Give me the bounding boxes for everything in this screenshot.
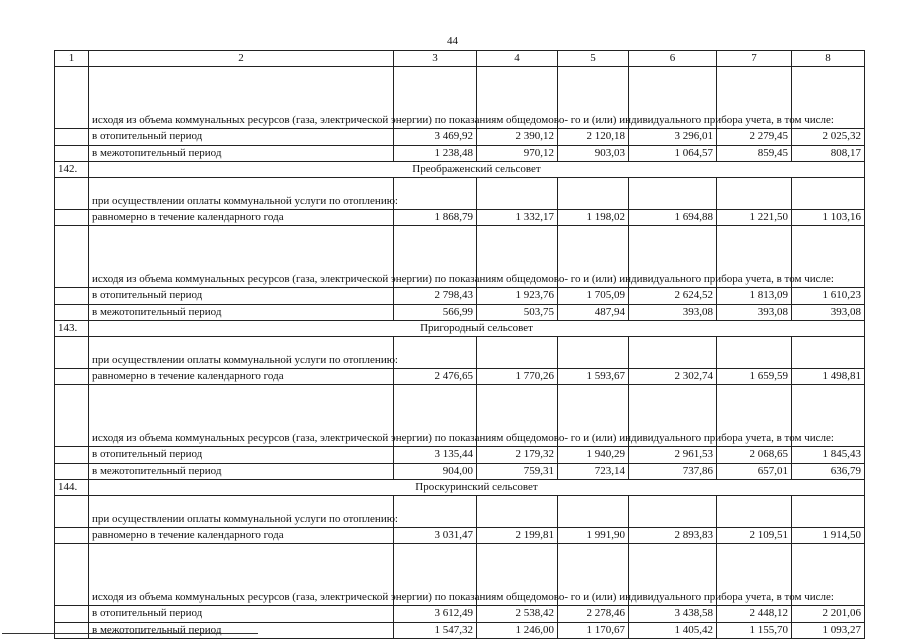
value-cell	[558, 178, 629, 210]
value-cell	[477, 337, 558, 369]
value-cell: 2 390,12	[477, 129, 558, 145]
row-index: 143.	[55, 321, 89, 337]
value-cell: 2 201,06	[792, 606, 865, 622]
value-cell: 904,00	[394, 463, 477, 479]
row-index	[55, 178, 89, 210]
value-cell: 1 991,90	[558, 527, 629, 543]
table-row	[55, 145, 865, 161]
value-cell	[629, 496, 717, 528]
value-cell: 903,03	[558, 145, 629, 161]
row-index	[55, 288, 89, 304]
row-description: исходя из объема коммунальных ресурсов (газа, электрической энергии) по показаниям общедомово- го и (или) индивидуального прибора учета, в том числе:	[89, 385, 394, 447]
value-cell: 1 694,88	[629, 209, 717, 225]
value-cell: 2 199,81	[477, 527, 558, 543]
value-cell	[629, 178, 717, 210]
value-cell: 1 705,09	[558, 288, 629, 304]
value-cell: 2 302,74	[629, 368, 717, 384]
value-cell: 2 476,65	[394, 368, 477, 384]
value-cell: 759,31	[477, 463, 558, 479]
table-row	[55, 606, 865, 622]
value-cell: 657,01	[717, 463, 792, 479]
value-cell: 566,99	[394, 304, 477, 320]
value-cell: 393,08	[717, 304, 792, 320]
value-cell: 1 923,76	[477, 288, 558, 304]
row-description: при осуществлении оплаты коммунальной услуги по отоплению:	[89, 337, 394, 369]
value-cell: 3 612,49	[394, 606, 477, 622]
row-index: 144.	[55, 480, 89, 496]
table-row	[55, 622, 865, 638]
table-row	[55, 368, 865, 384]
value-cell: 2 538,42	[477, 606, 558, 622]
page-number: 44	[447, 35, 458, 47]
value-cell	[477, 178, 558, 210]
row-description: в межотопительный период	[89, 304, 394, 320]
value-cell: 3 438,58	[629, 606, 717, 622]
header-cell: 7	[717, 51, 792, 67]
value-cell: 2 120,18	[558, 129, 629, 145]
value-cell: 1 610,23	[792, 288, 865, 304]
header-cell: 1	[55, 51, 89, 67]
row-index	[55, 606, 89, 622]
header-cell: 4	[477, 51, 558, 67]
value-cell: 1 155,70	[717, 622, 792, 638]
value-cell: 1 547,32	[394, 622, 477, 638]
value-cell: 2 179,32	[477, 447, 558, 463]
row-index	[55, 447, 89, 463]
value-cell: 1 103,16	[792, 209, 865, 225]
row-index	[55, 304, 89, 320]
section-row	[55, 162, 865, 178]
value-cell: 2 448,12	[717, 606, 792, 622]
row-index	[55, 67, 89, 129]
header-cell: 2	[89, 51, 394, 67]
value-cell	[394, 496, 477, 528]
value-cell: 723,14	[558, 463, 629, 479]
row-description: в отопительный период	[89, 606, 394, 622]
value-cell: 1 332,17	[477, 209, 558, 225]
value-cell: 393,08	[792, 304, 865, 320]
row-index	[55, 368, 89, 384]
value-cell	[717, 337, 792, 369]
row-description: в отопительный период	[89, 129, 394, 145]
value-cell: 1 914,50	[792, 527, 865, 543]
row-index	[55, 496, 89, 528]
row-description: в отопительный период	[89, 447, 394, 463]
row-description: в отопительный период	[89, 288, 394, 304]
value-cell	[717, 496, 792, 528]
value-cell: 1 405,42	[629, 622, 717, 638]
table-row	[55, 527, 865, 543]
value-cell: 3 469,92	[394, 129, 477, 145]
table-row	[55, 447, 865, 463]
row-description: исходя из объема коммунальных ресурсов (газа, электрической энергии) по показаниям общедомово- го и (или) индивидуального прибора учета, в том числе:	[89, 544, 394, 606]
value-cell	[394, 178, 477, 210]
value-cell: 859,45	[717, 145, 792, 161]
value-cell: 970,12	[477, 145, 558, 161]
value-cell: 1 064,57	[629, 145, 717, 161]
value-cell: 808,17	[792, 145, 865, 161]
section-row	[55, 321, 865, 337]
row-description: равномерно в течение календарного года	[89, 368, 394, 384]
table-row	[55, 209, 865, 225]
description-row	[55, 544, 865, 606]
row-index	[55, 385, 89, 447]
value-cell: 1 238,48	[394, 145, 477, 161]
row-description: при осуществлении оплаты коммунальной услуги по отоплению:	[89, 496, 394, 528]
value-cell	[629, 337, 717, 369]
value-cell: 1 813,09	[717, 288, 792, 304]
table-body	[55, 51, 865, 639]
description-row	[55, 385, 865, 447]
value-cell: 3 031,47	[394, 527, 477, 543]
section-title: Преображенский сельсовет	[89, 162, 865, 178]
header-cell: 8	[792, 51, 865, 67]
value-cell	[394, 337, 477, 369]
description-row	[55, 496, 865, 528]
value-cell: 487,94	[558, 304, 629, 320]
value-cell: 1 246,00	[477, 622, 558, 638]
value-cell: 393,08	[629, 304, 717, 320]
row-index	[55, 226, 89, 288]
value-cell: 3 135,44	[394, 447, 477, 463]
value-cell: 1 868,79	[394, 209, 477, 225]
value-cell: 3 296,01	[629, 129, 717, 145]
row-index	[55, 544, 89, 606]
row-index: 142.	[55, 162, 89, 178]
row-index	[55, 145, 89, 161]
value-cell: 2 278,46	[558, 606, 629, 622]
tariff-table	[54, 50, 865, 639]
footnote-divider	[2, 633, 258, 634]
value-cell: 1 198,02	[558, 209, 629, 225]
table-row	[55, 304, 865, 320]
value-cell: 503,75	[477, 304, 558, 320]
value-cell: 2 109,51	[717, 527, 792, 543]
description-row	[55, 178, 865, 210]
value-cell: 1 498,81	[792, 368, 865, 384]
value-cell: 1 659,59	[717, 368, 792, 384]
header-cell: 6	[629, 51, 717, 67]
row-index	[55, 622, 89, 638]
value-cell: 2 798,43	[394, 288, 477, 304]
header-row	[55, 51, 865, 67]
value-cell: 2 961,53	[629, 447, 717, 463]
row-description: при осуществлении оплаты коммунальной услуги по отоплению:	[89, 178, 394, 210]
value-cell	[792, 337, 865, 369]
description-row	[55, 337, 865, 369]
row-description: равномерно в течение календарного года	[89, 209, 394, 225]
row-description: равномерно в течение календарного года	[89, 527, 394, 543]
section-title: Пригородный сельсовет	[89, 321, 865, 337]
header-cell: 3	[394, 51, 477, 67]
value-cell	[477, 496, 558, 528]
value-cell	[558, 337, 629, 369]
value-cell	[792, 178, 865, 210]
row-description: в межотопительный период	[89, 463, 394, 479]
table-row	[55, 463, 865, 479]
row-description: исходя из объема коммунальных ресурсов (газа, электрической энергии) по показаниям общедомово- го и (или) индивидуального прибора учета, в том числе:	[89, 67, 394, 129]
section-title: Проскуринский сельсовет	[89, 480, 865, 496]
value-cell: 737,86	[629, 463, 717, 479]
row-description: в межотопительный период	[89, 622, 394, 638]
value-cell: 2 893,83	[629, 527, 717, 543]
table-row	[55, 129, 865, 145]
header-cell: 5	[558, 51, 629, 67]
value-cell: 1 845,43	[792, 447, 865, 463]
value-cell	[558, 496, 629, 528]
description-row	[55, 67, 865, 129]
table-row	[55, 288, 865, 304]
description-row	[55, 226, 865, 288]
value-cell: 1 221,50	[717, 209, 792, 225]
row-description: в межотопительный период	[89, 145, 394, 161]
value-cell: 2 279,45	[717, 129, 792, 145]
value-cell: 2 025,32	[792, 129, 865, 145]
value-cell: 636,79	[792, 463, 865, 479]
row-index	[55, 463, 89, 479]
row-index	[55, 129, 89, 145]
row-index	[55, 209, 89, 225]
value-cell: 1 593,67	[558, 368, 629, 384]
value-cell	[792, 496, 865, 528]
row-index	[55, 527, 89, 543]
value-cell: 2 068,65	[717, 447, 792, 463]
value-cell: 2 624,52	[629, 288, 717, 304]
row-description: исходя из объема коммунальных ресурсов (газа, электрической энергии) по показаниям общедомово- го и (или) индивидуального прибора учета, в том числе:	[89, 226, 394, 288]
value-cell: 1 093,27	[792, 622, 865, 638]
section-row	[55, 480, 865, 496]
value-cell: 1 940,29	[558, 447, 629, 463]
row-index	[55, 337, 89, 369]
value-cell	[717, 178, 792, 210]
value-cell: 1 770,26	[477, 368, 558, 384]
value-cell: 1 170,67	[558, 622, 629, 638]
